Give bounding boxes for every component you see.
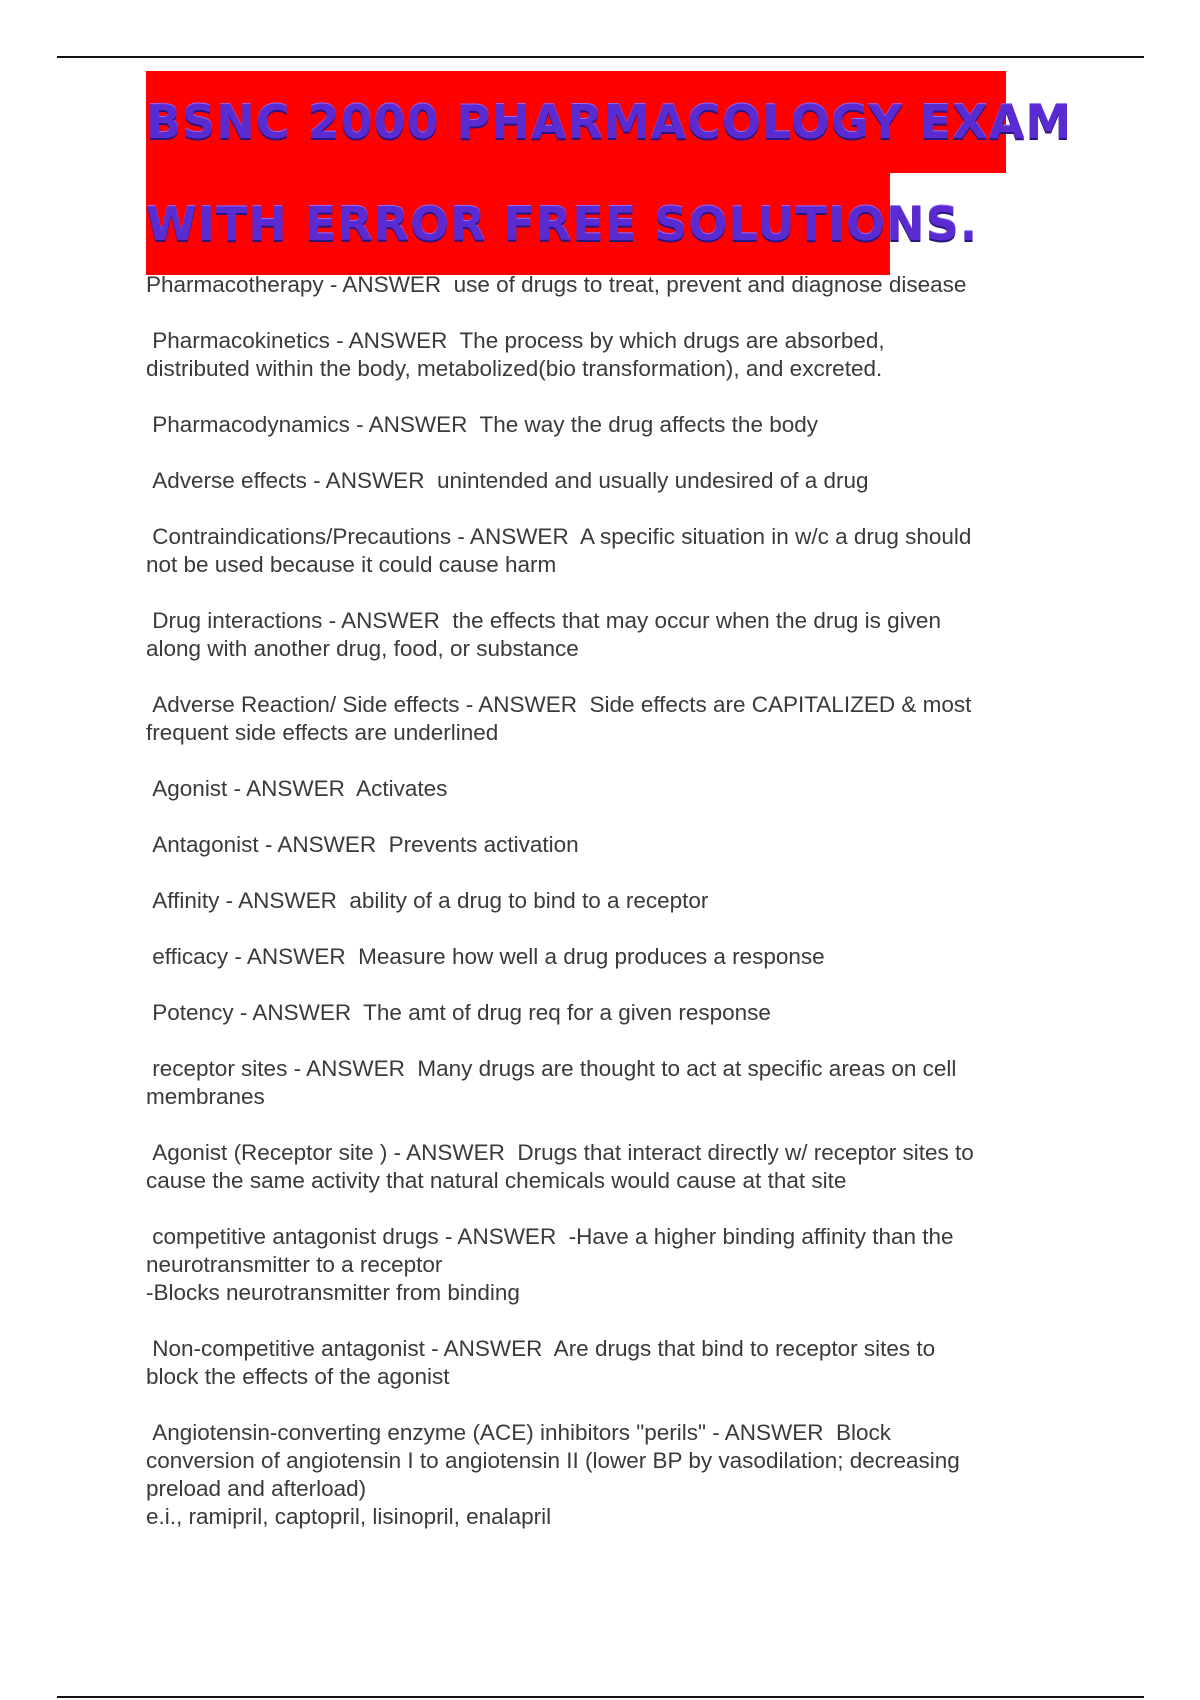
- qa-entry: Non-competitive antagonist - ANSWER Are drugs that bind to receptor sites to block the effects of the agonist: [146, 1336, 936, 1389]
- qa-entry: Angiotensin-converting enzyme (ACE) inhibitors "perils" - ANSWER Block conversion of angiotensin I to angiotensin II (lower BP by vasodilation; decreasing preload and afterload) e.i., ramipril, captopril, lisinopril, enalapril: [146, 1420, 960, 1529]
- qa-entry: Potency - ANSWER The amt of drug req for a given response: [146, 1000, 771, 1025]
- qa-entry: competitive antagonist drugs - ANSWER -Have a higher binding affinity than the neurotransmitter to a receptor -Blocks neurotransmitter from binding: [146, 1224, 954, 1305]
- title-line-2: WITH ERROR FREE SOLUTIONS.: [146, 173, 890, 275]
- qa-list: [146, 271, 1046, 1559]
- qa-entry: Drug interactions - ANSWER the effects that may occur when the drug is given along with another drug, food, or substance: [146, 608, 941, 661]
- qa-entry: receptor sites - ANSWER Many drugs are thought to act at specific areas on cell membranes: [146, 1056, 957, 1109]
- qa-entry: Adverse Reaction/ Side effects - ANSWER Side effects are CAPITALIZED & most frequent side effects are underlined: [146, 692, 972, 745]
- document-title: [146, 71, 1073, 275]
- qa-entry: Pharmacodynamics - ANSWER The way the drug affects the body: [146, 412, 818, 437]
- title-line-1: BSNC 2000 PHARMACOLOGY EXAM: [146, 71, 1006, 173]
- qa-entry: Contraindications/Precautions - ANSWER A specific situation in w/c a drug should not be used because it could cause harm: [146, 524, 972, 577]
- qa-entry: Pharmacokinetics - ANSWER The process by which drugs are absorbed, distributed within the body, metabolized(bio transformation), and excreted.: [146, 328, 885, 381]
- qa-entry: Pharmacotherapy - ANSWER use of drugs to treat, prevent and diagnose disease: [146, 272, 967, 297]
- bottom-rule: [57, 1696, 1144, 1698]
- top-rule: [57, 56, 1144, 58]
- qa-entry: Agonist - ANSWER Activates: [146, 776, 448, 801]
- qa-entry: Affinity - ANSWER ability of a drug to bind to a receptor: [146, 888, 709, 913]
- qa-entry: Adverse effects - ANSWER unintended and usually undesired of a drug: [146, 468, 869, 493]
- qa-entry: efficacy - ANSWER Measure how well a drug produces a response: [146, 944, 825, 969]
- qa-entry: Agonist (Receptor site ) - ANSWER Drugs that interact directly w/ receptor sites to cause the same activity that natural chemicals would cause at that site: [146, 1140, 974, 1193]
- qa-entry: Antagonist - ANSWER Prevents activation: [146, 832, 579, 857]
